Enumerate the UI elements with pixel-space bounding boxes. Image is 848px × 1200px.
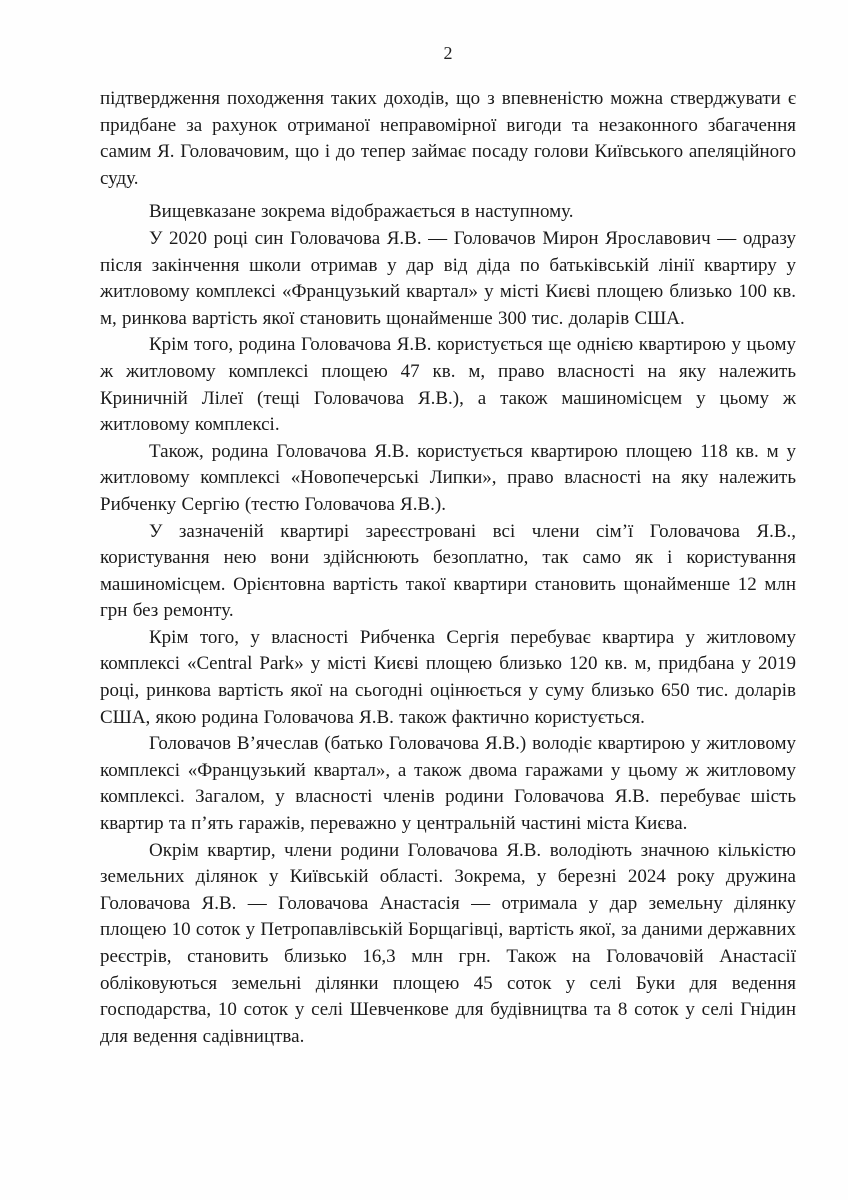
page-number: 2 <box>443 43 453 63</box>
paragraph: Крім того, у власності Рибченка Сергія перебуває квартира у житловому комплексі «Central Park» у місті Києві площею близько 120 кв. м, придбана у 2019 році, ринкова вартість якої на сьогодні оцінюється у суму близько 650 тис. доларів США, якою родина Головачова Я.В. також фактично користується. <box>100 626 796 728</box>
paragraph: Також, родина Головачова Я.В. користується квартирою площею 118 кв. м у житловому комплексі «Новопечерські Липки», право власності на яку належить Рибченку Сергію (тестю Головачова Я.В.). <box>100 440 796 515</box>
paragraph-continuation: підтвердження походження таких доходів, що з впевненістю можна стверджувати є придбане за рахунок отриманої неправомірної вигоди та незаконного збагачення самим Я. Головачовим, що і до тепер займає посаду голови Київського апеляційного суду. <box>100 88 796 189</box>
paragraph: Вищевказане зокрема відображається в наступному. <box>149 201 574 223</box>
paragraph: У 2020 році син Головачова Я.В. — Головачов Мирон Ярославович — одразу після закінчення школи отримав у дар від діда по батьківській лінії квартиру у житловому комплексі «Французький квартал» у місті Києві площею близько 100 кв. м, ринкова вартість якої становить щонайменше 300 тис. доларів США. <box>100 227 796 329</box>
paragraph: У зазначеній квартирі зареєстровані всі члени сім’ї Головачова Я.В., користування нею вони здійснюють безоплатно, так само як і користування машиномісцем. Орієнтовна вартість такої квартири становить щонайменше 12 млн грн без ремонту. <box>100 520 796 622</box>
paragraph: Окрім квартир, члени родини Головачова Я.В. володіють значною кількістю земельних ділянок у Київській області. Зокрема, у березні 2024 року дружина Головачова Я.В. — Головачова Анастасія — отримала у дар земельну ділянку площею 10 соток у Петропавлівській Борщагівці, вартість якої, за даними державних реєстрів, становить близько 16,3 млн грн. Також на Головачовій Анастасії обліковуються земельні ділянки площею 45 соток у селі Буки для ведення господарства, 10 соток у селі Шевченкове для будівництва та 8 соток у селі Гнідин для ведення садівництва. <box>100 839 796 1047</box>
paragraph: Головачов В’ячеслав (батько Головачова Я.В.) володіє квартирою у житловому комплексі «Французький квартал», а також двома гаражами у цьому ж житловому комплексі. Загалом, у власності членів родини Головачова Я.В. перебуває шість квартир та п’ять гаражів, переважно у центральній частині міста Києва. <box>100 733 796 835</box>
paragraph: Крім того, родина Головачова Я.В. користується ще однією квартирою у цьому ж житловому комплексі площею 47 кв. м, право власності на яку належить Криничній Лілеї (тещі Головачова Я.В.), а також машиномісцем у цьому ж житловому комплексі. <box>100 334 796 436</box>
document-body <box>100 86 796 1050</box>
